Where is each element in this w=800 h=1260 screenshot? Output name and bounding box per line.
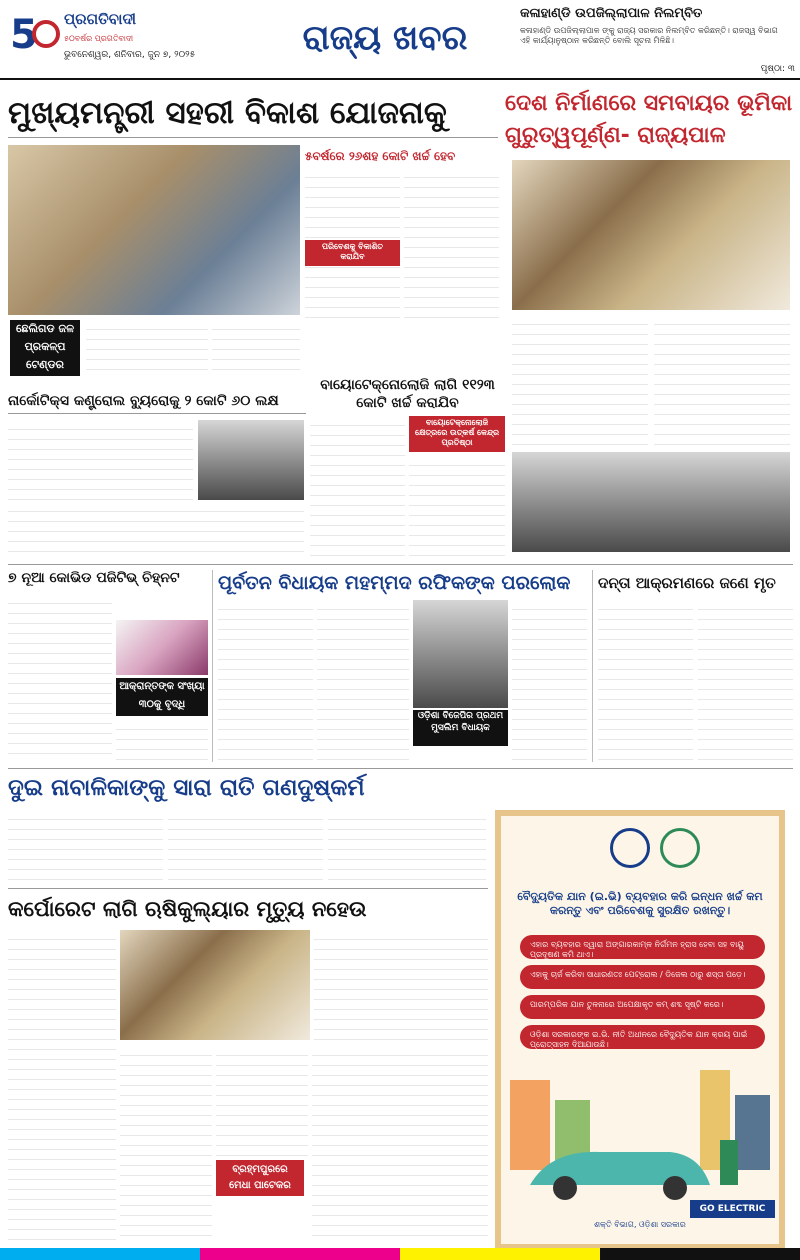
- energy-dept-icon: [660, 828, 700, 868]
- go-electric-badge: GO ELECTRIC: [690, 1200, 775, 1218]
- rushikulya-text-col1: [8, 930, 116, 1240]
- meeting-photo: [8, 145, 300, 315]
- official-portrait: [198, 420, 304, 500]
- biotech-headline: ବାୟୋଟେକ୍ନୋଲୋଜି ଲାଗି ୧୧୨୩ କୋଟି ଖର୍ଚ୍ଚ କରାଯିବ: [320, 377, 495, 411]
- ceremony-photo: [512, 452, 790, 552]
- patkar-photo: [120, 930, 310, 1040]
- rushikulya-text-col2: [314, 930, 488, 1040]
- governor-headline: ଦେଶ ନିର୍ମାଣରେ ସମବାୟର ଭୂମିକା ଗୁରୁତ୍ୱପୂର୍ଣ୍ଣ- ରାଜ୍ୟପାଳ: [505, 91, 793, 148]
- covid-headline: ୭ ନୂଆ କୋଭିଡ ପଜିଟିଭ୍ ଚିହ୍ନଟ: [8, 570, 180, 586]
- obituary-text-col3: [512, 600, 587, 762]
- brand-name: ପ୍ରଗତିବାଦୀ: [64, 10, 137, 28]
- page-number: ପୃଷ୍ଠା: ୩: [760, 64, 795, 74]
- obituary-text-col2: [317, 600, 409, 762]
- governor-text-col1: [512, 315, 648, 450]
- svg-text:5: 5: [10, 12, 38, 58]
- rushikulya-text-col5: [312, 1046, 488, 1240]
- covid-tag: ଆକ୍ରାନ୍ତଙ୍କ ସଂଖ୍ୟା ୩୦କୁ ବୃଦ୍ଧି: [116, 678, 208, 716]
- rushikulya-text-col4: [216, 1046, 308, 1156]
- rushikulya-headline: କର୍ପୋରେଟ ଲାଗି ଋଷିକୁଲ୍ୟାର ମୃତ୍ୟୁ ନହେଉ: [8, 897, 367, 921]
- divider-v2: [592, 570, 593, 762]
- covid-text-col2: [116, 720, 208, 762]
- inset-text-col1: [86, 320, 208, 378]
- rushikulya-tag: ବ୍ରହ୍ମପୁରରେ ମେଧା ପାଟେକର: [216, 1160, 304, 1196]
- divider-2: [8, 768, 793, 769]
- obituary-caption: ଓଡ଼ିଶା ବିଜେପିର ପ୍ରଥମ ମୁସଲିମ ବିଧାୟକ: [413, 710, 508, 746]
- ad-item-1: ଏହାର ବ୍ୟବହାର ଦ୍ୱାରା ଅଙ୍ଗାରକାମ୍ଳ ନିର୍ଗମନ ହ୍ରାସ ହେବା ସହ ବାୟୁ ପ୍ରଦୂଷଣ କମି ଥାଏ।: [520, 935, 765, 959]
- narcotics-text: [8, 420, 193, 500]
- lead-side-tag: ପରିବେଶକୁ ବିକାଶିତ କରାଯିବ: [305, 240, 400, 266]
- odisha-emblem-icon: [610, 828, 650, 868]
- covid-text-col1: [8, 594, 112, 762]
- animal-text-col1: [598, 600, 693, 762]
- divider-v: [212, 570, 213, 762]
- biotech-text-col1: [310, 416, 405, 556]
- crime-headline: ଦୁଇ ନାବାଳିକାଙ୍କୁ ସାରା ରାତି ଗଣଦୁଷ୍କର୍ମ: [8, 775, 365, 801]
- narcotics-text-2: [8, 502, 304, 560]
- lead-subhead: ୫ବର୍ଷରେ ୨୬ଶହ କୋଟି ଖର୍ଚ୍ଚ ହେବ: [305, 149, 456, 163]
- print-color-bar: [0, 1248, 800, 1260]
- lead-text-col2: [404, 168, 499, 318]
- dateline: ଭୁବନେଶ୍ୱର, ଶନିବାର, ଜୁନ ୭, ୨୦୨୫: [64, 50, 196, 60]
- crime-text-col3: [328, 810, 486, 882]
- divider-3: [8, 888, 488, 889]
- animal-headline: ଦନ୍ତା ଆକ୍ରମଣରେ ଜଣେ ମୃତ: [598, 574, 776, 592]
- narcotics-headline: ନାର୍କୋଟିକ୍ସ କଣ୍ଟ୍ରୋଲ ବ୍ୟୁରୋକୁ ୨ କୋଟି ୬୦ ଲକ୍ଷ: [8, 388, 306, 414]
- rushikulya-text-col3: [120, 1046, 212, 1240]
- lead-headline: ମୁଖ୍ୟମନ୍ତ୍ରୀ ସହରୀ ବିକାଶ ଯୋଜନାକୁ: [8, 88, 498, 138]
- sidebar-headline: କଳାହାଣ୍ଡି ଉପଜିଲ୍ଲାପାଳ ନିଲମ୍ବିତ: [520, 6, 703, 21]
- ad-footer: ଶକ୍ତି ବିଭାଗ, ଓଡ଼ିଶା ସରକାର: [594, 1220, 686, 1229]
- ad-title: ବୈଦ୍ୟୁତିକ ଯାନ (ଇ.ଭି) ବ୍ୟବହାର କରି ଇନ୍ଧନ ଖର୍ଚ୍ଚ କମ କରନ୍ତୁ ଏବଂ ପରିବେଶକୁ ସୁରକ୍ଷିତ ରଖନ୍ତୁ।: [517, 890, 763, 917]
- obituary-headline: ପୂର୍ବତନ ବିଧାୟକ ମହମ୍ମଦ ରଫିକଙ୍କ ପରଲୋକ: [218, 572, 571, 594]
- section-title: ରାଜ୍ୟ ଖବର: [302, 18, 468, 58]
- brand-tagline: ୫୦ବର୍ଷର ପ୍ରଗତିବାଦୀ: [64, 34, 134, 43]
- governor-text-col2: [654, 315, 790, 450]
- divider: [8, 564, 793, 565]
- rafiq-portrait: [413, 600, 508, 708]
- test-tube-photo: [116, 620, 208, 675]
- animal-text-col2: [698, 600, 793, 762]
- ad-item-2: ଏହାକୁ ଚାର୍ଜ କରିବା ସାଧାରଣତଃ ପେଟ୍ରୋଲ / ଡିଜେଲ ଠାରୁ ଶସ୍ତା ପଡ଼େ।: [520, 965, 765, 989]
- crime-text-col1: [8, 810, 163, 882]
- biotech-text-col2: [409, 456, 505, 556]
- sidebar-body: କଳାହାଣ୍ଡି ଉପଜିଲ୍ଲାପାଳ ଙ୍କୁ ରାଜ୍ୟ ସରକାର ନିଲମ୍ବିତ କରିଛନ୍ତି। ରାଜସ୍ୱ ବିଭାଗ ଏହି କାର୍ଯ୍ୟାନୁଷ୍ଠାନ କରିଛନ୍ତି ବୋଲି ସୂଚନା ମିଳିଛି।: [520, 26, 778, 45]
- 50-years-logo: [8, 8, 60, 60]
- inset-label: ଛେଲିଗଡ ଜଳ ପ୍ରକଳ୍ପ ଟେଣ୍ଡର ମଞ୍ଜୁର: [10, 320, 80, 376]
- obituary-text-col1: [218, 600, 313, 762]
- governor-photo: [512, 160, 790, 310]
- ad-item-3: ପାରମ୍ପରିକ ଯାନ ତୁଳନାରେ ଅପେକ୍ଷାକୃତ କମ୍ ଶବ୍ଦ ସୃଷ୍ଟି କରେ।: [520, 995, 765, 1019]
- crime-text-col2: [168, 810, 323, 882]
- inset-text-col2: [212, 320, 300, 378]
- biotech-tag: ବାୟୋଟେକ୍ନୋଲୋଜି କ୍ଷେତ୍ରରେ ଉତ୍କର୍ଷ କେନ୍ଦ୍ର ପ୍ରତିଷ୍ଠା: [409, 416, 505, 452]
- ad-item-4: ଓଡ଼ିଶା ସରକାରଙ୍କ ଇ.ଭି. ନୀତି ଅଧୀନରେ ବୈଦ୍ୟୁତିକ ଯାନ କ୍ରୟ ପାଇଁ ପ୍ରୋତ୍ସାହନ ଦିଆଯାଉଛି।: [520, 1025, 765, 1049]
- ev-car-illustration: [510, 1060, 770, 1210]
